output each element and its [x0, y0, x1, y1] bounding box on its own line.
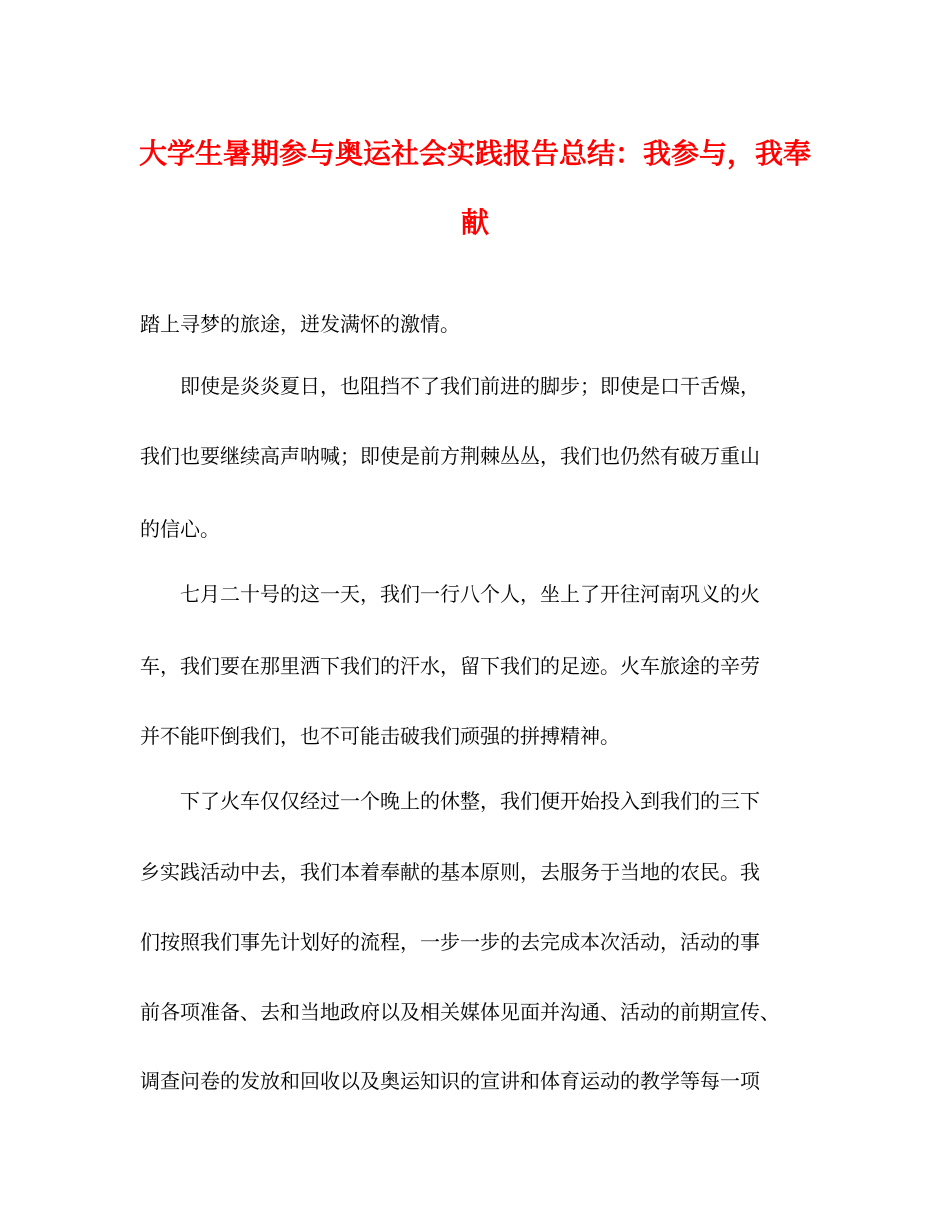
body-line-2: 即使是炎炎夏日，也阻挡不了我们前进的脚步；即使是口干舌燥，: [180, 374, 760, 398]
body-line-4: 的信心。: [140, 517, 220, 541]
body-line-10: 们按照我们事先计划好的流程，一步一步的去完成本次活动，活动的事: [140, 930, 760, 954]
body-line-12: 调查问卷的发放和回收以及奥运知识的宣讲和体育运动的教学等每一项: [140, 1069, 760, 1093]
body-line-6: 车，我们要在那里洒下我们的汗水，留下我们的足迹。火车旅途的辛劳: [140, 654, 760, 678]
body-line-8: 下了火车仅仅经过一个晚上的休整，我们便开始投入到我们的三下: [180, 789, 760, 813]
body-line-1: 踏上寻梦的旅途，迸发满怀的激情。: [140, 312, 460, 336]
body-line-3: 我们也要继续高声呐喊；即使是前方荆棘丛丛，我们也仍然有破万重山: [140, 444, 760, 468]
body-line-11: 前各项准备、去和当地政府以及相关媒体见面并沟通、活动的前期宣传、: [140, 1000, 780, 1024]
document-title-line-2: 献: [460, 206, 489, 239]
body-line-9: 乡实践活动中去，我们本着奉献的基本原则，去服务于当地的农民。我: [140, 860, 760, 884]
body-line-5: 七月二十号的这一天，我们一行八个人，坐上了开往河南巩义的火: [180, 582, 760, 606]
body-line-7: 并不能吓倒我们，也不可能击破我们顽强的拼搏精神。: [140, 724, 620, 748]
document-title-line-1: 大学生暑期参与奥运社会实践报告总结：我参与，我奉: [138, 137, 811, 170]
